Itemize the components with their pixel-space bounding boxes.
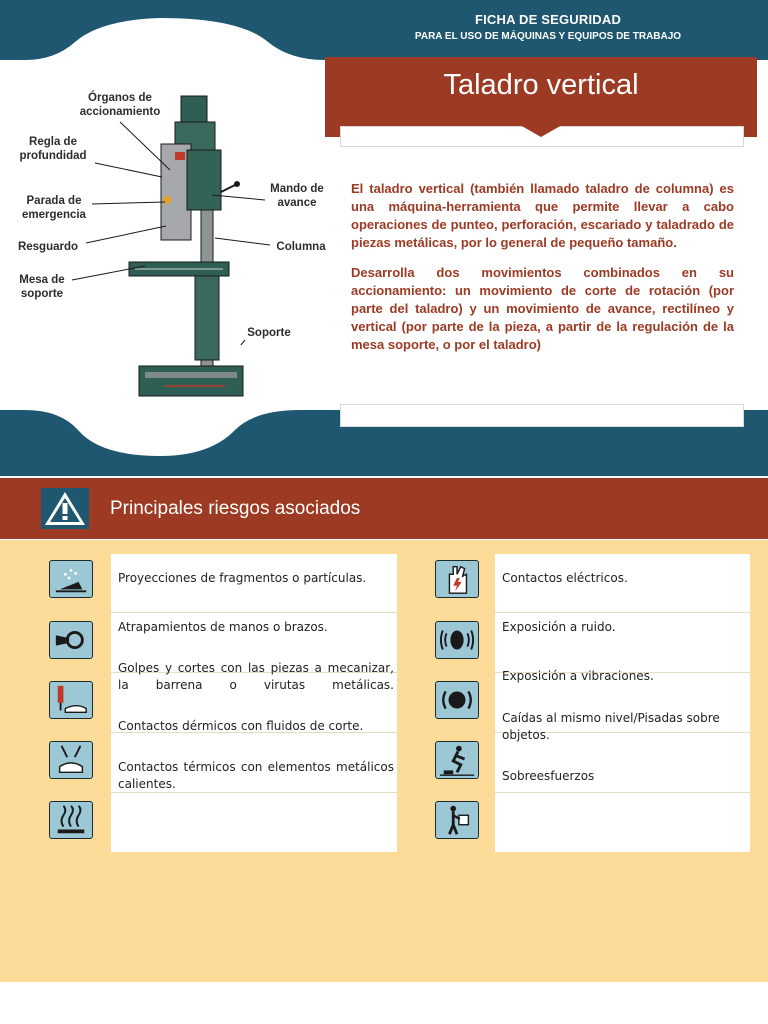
page-title: Taladro vertical (443, 69, 639, 101)
risks-left-column (111, 554, 397, 852)
risk-item: Contactos dérmicos con fluidos de corte. (118, 719, 364, 733)
risk-item: Caídas al mismo nivel/Pisadas sobre objetos. (502, 711, 720, 742)
noise-icon (435, 621, 479, 659)
heat-icon (49, 801, 93, 839)
label-columna: Columna (276, 241, 326, 253)
risk-item: Proyecciones de fragmentos o partículas. (118, 571, 367, 585)
skin-contact-icon (49, 741, 93, 779)
fall-icon (435, 741, 479, 779)
warning-icon (41, 488, 89, 529)
risk-item: Golpes y cortes con las piezas a mecanizar, la barrena o virutas metálicas. (118, 661, 394, 692)
description-paragraph: Desarrolla dos movimientos combinados en su accionamiento: un movimiento de corte de rotación (por parte del taladro) y un movimiento de avance, rectilíneo y vertical (por parte de la pieza, a partir de la regulación de la mesa soporte, o por el taladro) (351, 265, 734, 352)
label-mesa: Mesa de soporte (19, 274, 65, 300)
risk-item: Exposición a vibraciones. (502, 669, 654, 683)
label-organos: Órganos de accionamiento (79, 92, 161, 118)
cut-icon (49, 681, 93, 719)
projection-icon (49, 560, 93, 598)
risk-item: Sobreesfuerzos (502, 769, 595, 783)
label-parada: Parada de emergencia (22, 195, 86, 221)
risks-title: Principales riesgos asociados (110, 498, 361, 519)
label-soporte: Soporte (247, 327, 291, 339)
risk-item: Contactos eléctricos. (502, 571, 628, 585)
risk-item: Exposición a ruido. (502, 620, 616, 634)
risk-item: Atrapamientos de manos o brazos. (118, 620, 328, 634)
label-mando: Mando de avance (270, 183, 324, 209)
label-resguardo: Resguardo (17, 241, 79, 253)
ribbon-strip-bottom (340, 404, 744, 427)
risks-right-column (495, 554, 750, 852)
header-subtitle: PARA EL USO DE MÁQUINAS Y EQUIPOS DE TRABAJO (414, 31, 682, 42)
ribbon-arrow-icon (520, 125, 562, 137)
electric-hand-icon (435, 560, 479, 598)
description-paragraph: El taladro vertical (también llamado taladro de columna) es una máquina-herramienta que permite llevar a cabo operaciones de punteo, perforación, escariado y taladrado de piezas metálicas, por lo general de pequeño tamaño. (351, 181, 734, 250)
label-regla: Regla de profundidad (19, 136, 87, 162)
risk-item: Contactos térmicos con elementos metálicos calientes. (118, 760, 394, 791)
header-title: FICHA DE SEGURIDAD (474, 12, 622, 27)
vibration-icon (435, 681, 479, 719)
entrapment-icon (49, 621, 93, 659)
overexertion-icon (435, 801, 479, 839)
